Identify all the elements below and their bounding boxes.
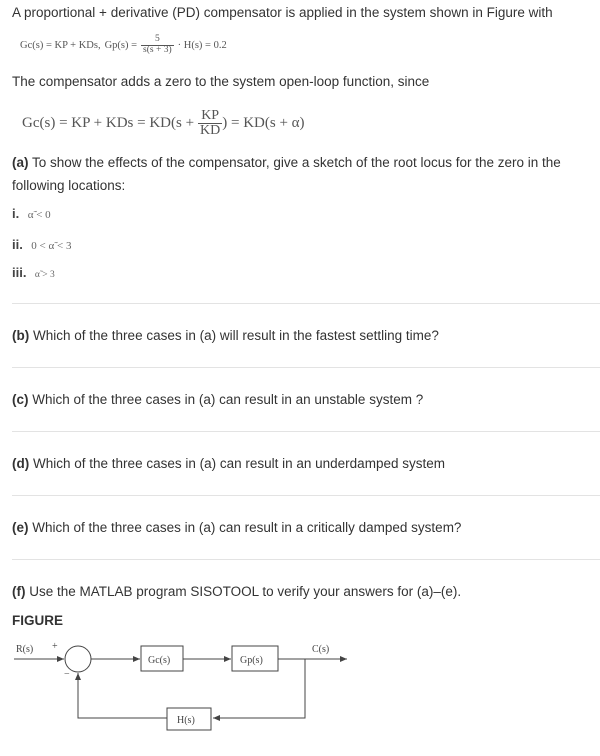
h-definition: · H(s) = 0.2: [177, 39, 227, 51]
svg-text:H(s): H(s): [177, 715, 195, 726]
part-a-label: (a): [12, 155, 29, 170]
block-diagram: [0, 635, 600, 756]
question-c-text: Which of the three cases in (a) can result in an unstable system ?: [32, 392, 424, 407]
part-f: [12, 584, 461, 599]
case-i: [12, 205, 51, 223]
transfer-function-definitions: [20, 30, 227, 60]
gp-numerator: 5: [154, 34, 160, 44]
question-e: [12, 520, 461, 535]
question-d-label: (d): [12, 456, 30, 471]
part-a-line1: [12, 155, 561, 170]
gp-denominator: s(s + 3): [143, 44, 172, 55]
case-iii: [12, 264, 55, 282]
part-a-line2: following locations:: [12, 178, 126, 193]
question-b-text: Which of the three cases in (a) will result in the fastest settling time?: [33, 328, 439, 343]
compensator-equation: [22, 102, 305, 144]
case-iii-label: iii.: [12, 265, 27, 280]
question-b: [12, 328, 439, 343]
divider: [12, 367, 600, 368]
question-c: [12, 392, 423, 407]
gp-prefix: Gp(s) =: [104, 39, 138, 51]
case-ii-condition: 0 < α̃ < 3: [31, 240, 72, 252]
case-ii: [12, 236, 71, 254]
gp-block-label: [240, 655, 263, 666]
part-a-text: To show the effects of the compensator, give a sketch of the root locus for the zero in the: [32, 155, 561, 170]
divider: [12, 495, 600, 496]
question-e-label: (e): [12, 520, 29, 535]
h-block-label: [177, 715, 195, 726]
summing-junction: [65, 646, 91, 672]
svg-text:Gc(s): Gc(s): [148, 655, 171, 666]
gc-block-label: [148, 655, 170, 666]
case-iii-condition: α̃ > 3: [34, 270, 55, 280]
question-e-text: Which of the three cases in (a) can result in a critically damped system?: [32, 520, 462, 535]
intro-sentence: A proportional + derivative (PD) compensator is applied in the system shown in Figure with: [12, 5, 553, 20]
plus-sign: [52, 641, 58, 652]
compensator-eq-rhs: ) = KD(s + α): [222, 114, 305, 131]
output-label: [312, 644, 329, 655]
input-label: [16, 644, 33, 655]
zero-sentence: The compensator adds a zero to the system open-loop function, since: [12, 74, 430, 89]
case-i-label: i.: [12, 206, 20, 221]
kp-numerator: KP: [201, 107, 220, 123]
kd-denominator: KD: [200, 122, 221, 138]
divider: [12, 303, 600, 304]
divider: [12, 431, 600, 432]
compensator-eq-lhs: Gc(s) = KP + KDs = KD(s +: [22, 114, 195, 131]
case-ii-label: ii.: [12, 237, 23, 252]
part-f-text: Use the MATLAB program SISOTOOL to verify your answers for (a)–(e).: [29, 584, 462, 599]
svg-text:Gp(s): Gp(s): [240, 655, 263, 666]
svg-text:C(s): C(s): [312, 644, 330, 655]
question-d: [12, 456, 445, 471]
part-f-label: (f): [12, 584, 26, 599]
gp-fraction: [141, 35, 174, 55]
question-d-text: Which of the three cases in (a) can result in an underdamped system: [33, 456, 445, 471]
svg-text:R(s): R(s): [16, 644, 34, 655]
question-c-label: (c): [12, 392, 29, 407]
gc-definition: Gc(s) = KP + KDs,: [20, 39, 101, 51]
feedback-path-return: [78, 673, 167, 718]
figure-heading: FIGURE: [12, 613, 64, 628]
svg-text:+: +: [52, 641, 58, 652]
svg-text:−: −: [64, 669, 70, 680]
question-b-label: (b): [12, 328, 30, 343]
case-i-condition: α̃ < 0: [27, 209, 51, 221]
minus-sign: [64, 669, 70, 680]
kp-over-kd-fraction: [198, 109, 222, 138]
divider: [12, 559, 600, 560]
